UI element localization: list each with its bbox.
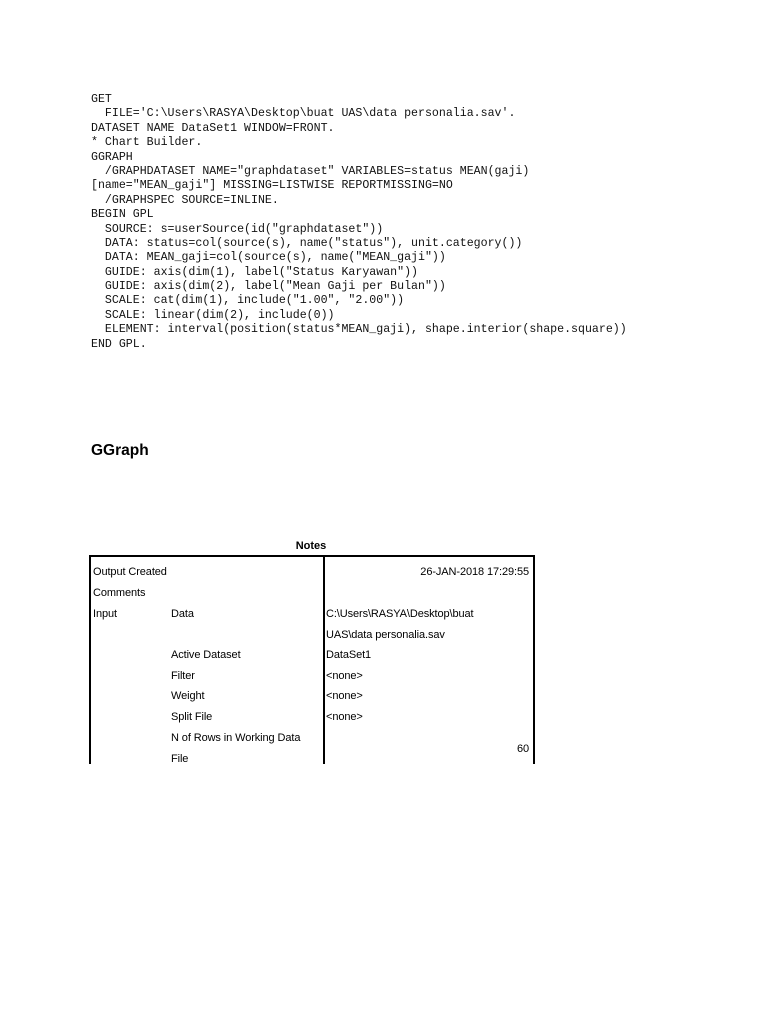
syntax-line: SCALE: linear(dim(2), include(0))	[91, 308, 335, 322]
syntax-line: ELEMENT: interval(position(status*MEAN_gaji), shape.interior(shape.square))	[91, 323, 627, 337]
syntax-line: END GPL.	[91, 337, 147, 351]
data-path-value-line1: C:\Users\RASYA\Desktop\buat	[326, 608, 474, 620]
syntax-line: DATA: MEAN_gaji=col(source(s), name("MEAN_gaji"))	[91, 251, 446, 265]
syntax-line: SCALE: cat(dim(1), include("1.00", "2.00"))	[91, 294, 405, 308]
n-rows-label-line1: N of Rows in Working Data	[171, 732, 301, 744]
syntax-line: GET	[91, 93, 112, 106]
active-dataset-label: Active Dataset	[171, 649, 241, 661]
syntax-line: DATASET NAME DataSet1 WINDOW=FRONT.	[91, 121, 335, 135]
n-rows-value: 60	[516, 743, 529, 755]
split-file-label: Split File	[171, 711, 213, 723]
data-label: Data	[171, 608, 194, 620]
weight-label: Weight	[171, 690, 205, 702]
weight-value: <none>	[326, 690, 363, 702]
syntax-line: BEGIN GPL	[91, 208, 154, 222]
filter-value: <none>	[326, 670, 363, 682]
syntax-line: DATA: status=col(source(s), name("status"), unit.category())	[91, 236, 523, 250]
output-created-value: 26-JAN-2018 17:29:55	[420, 566, 529, 578]
syntax-line: GUIDE: axis(dim(2), label("Mean Gaji per Bulan"))	[91, 280, 446, 294]
syntax-line: * Chart Builder.	[91, 136, 203, 150]
syntax-code-block	[91, 93, 627, 352]
syntax-line: /GRAPHSPEC SOURCE=INLINE.	[91, 193, 279, 207]
notes-table-title: Notes	[295, 540, 327, 552]
split-file-value: <none>	[326, 711, 363, 723]
data-path-value-line2: UAS\data personalia.sav	[326, 629, 445, 641]
syntax-line: [name="MEAN_gaji"] MISSING=LISTWISE REPORTMISSING=NO	[91, 179, 453, 193]
filter-label: Filter	[171, 670, 195, 682]
comments-label: Comments	[93, 587, 146, 599]
syntax-line: FILE='C:\Users\RASYA\Desktop\buat UAS\data personalia.sav'.	[91, 107, 516, 121]
active-dataset-value: DataSet1	[326, 649, 372, 661]
input-label: Input	[93, 608, 117, 620]
output-created-label: Output Created	[93, 566, 167, 578]
syntax-line: SOURCE: s=userSource(id("graphdataset"))	[91, 222, 384, 236]
syntax-line: GGRAPH	[91, 150, 133, 164]
syntax-line: /GRAPHDATASET NAME="graphdataset" VARIABLES=status MEAN(gaji)	[91, 164, 530, 178]
syntax-line: GUIDE: axis(dim(1), label("Status Karyawan"))	[91, 265, 418, 279]
n-rows-label-line2: File	[171, 753, 189, 765]
notes-column-divider	[323, 557, 325, 764]
notes-table	[89, 555, 535, 764]
section-heading: GGraph	[91, 442, 149, 459]
